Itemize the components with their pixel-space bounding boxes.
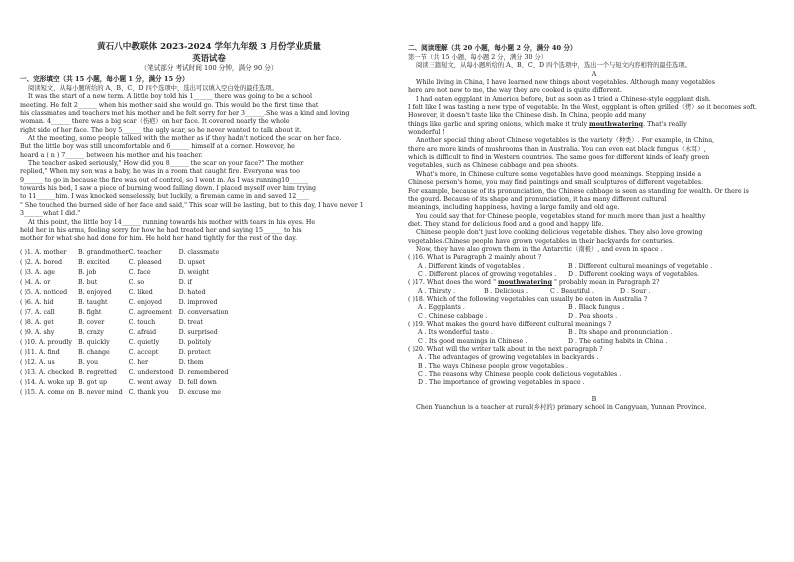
question-number-option-a: ( )7. A. call <box>20 308 55 316</box>
passage-line: his classmates and teachers met his mother and he felt sorry for her 3______.She was a kind and loving <box>20 110 350 118</box>
passage-b-label: B <box>591 395 597 403</box>
passage-line: It was the start of a new term. A little boy told his 1______ there was going to be a school <box>28 93 312 101</box>
option-cell: B. change <box>78 349 110 356</box>
passage-line: towards his bed, I saw a piece of burning wood falling down. I placed myself over him trying <box>20 185 317 193</box>
option-cell: D. upset <box>178 258 206 266</box>
option-cell: D. politely <box>178 338 212 346</box>
passage-a-label: A <box>591 70 597 78</box>
passage-line: right side of her face. The boy 5______ the ugly scar, so he never wanted to talk about it. <box>20 126 302 134</box>
question-number-option-a: ( )6. A. hid <box>20 298 54 306</box>
passage-line: At the meeting, some people talked with the mother as if they hadn't noticed the scar on her face. <box>28 135 342 143</box>
option-row <box>20 378 229 388</box>
answer-option: A . Its wonderful taste . <box>418 329 493 337</box>
option-cell: B. enjoyed <box>78 288 112 296</box>
passage-line: meeting. He felt 2______ when his mother said she would go. This would be the first time that <box>20 101 319 109</box>
exam-meta: （笔试部分 考试时间 100 分钟，满分 90 分） <box>140 64 278 72</box>
answer-option: B . Black fungus . <box>568 304 625 312</box>
option-cell: D. them <box>178 359 204 367</box>
passage-line: held her in his arms, feeling sorry for how he had treated her and saying 15______ to his <box>20 226 302 234</box>
question-stem: ( )20. What will the writer talk about in the next paragraph ? <box>408 346 603 354</box>
passage-a <box>408 79 780 254</box>
answer-options-row <box>408 371 780 379</box>
question-number-option-a: ( )14. A. woke up <box>20 379 75 387</box>
answer-option: B . The ways Chinese people grow vegetables . <box>418 362 569 370</box>
reading-questions <box>408 254 780 388</box>
passage-line: diet. They stand for delicious food and a good and happy life. <box>408 220 604 228</box>
option-cell: D. treat <box>178 318 203 326</box>
option-cell: C. face <box>128 268 151 276</box>
option-cell: D. remembered <box>178 369 229 377</box>
option-cell: D. conversation <box>178 308 229 316</box>
option-row <box>20 348 229 358</box>
answer-option: C . Different places of growing vegetables . <box>418 270 557 278</box>
passage-line: " She touched the burned side of her face and said," This scar will be lasting, but to this day, I have never 1 <box>20 201 364 209</box>
question-number-option-a: ( )11. A. find <box>20 349 60 356</box>
passage-line: wonderful ! <box>408 129 445 137</box>
passage-line: Another special thing about Chinese vegetables is the variety（种类）. For example, in China, <box>416 137 715 145</box>
question-number-option-a: ( )12. A. us <box>20 359 55 367</box>
option-cell: B. job <box>78 268 97 276</box>
answer-option: A . The advantages of growing vegetables in backyards . <box>418 354 599 362</box>
passage-line: which is difficult to find in Western countries. The same goes for different kinds of leafy green <box>408 154 710 162</box>
question-stem: ( )17. What does the word " mouthwatering " probably mean in Paragraph 2? <box>408 279 660 287</box>
answer-option: A . Thirsty . <box>418 287 456 295</box>
answer-option: A . Different kinds of vegetables . <box>418 262 525 270</box>
question-stem: ( )19. What makes the gourd have different cultural meanings ? <box>408 321 612 328</box>
question-number-option-a: ( )2. A. bored <box>20 258 63 266</box>
question-number-option-a: ( )5. A. noticed <box>20 288 68 296</box>
cloze-options-table <box>20 248 229 399</box>
exam-title: 黄石八中教联体 2023-2024 学年九年级 3 月份学业质量 <box>96 42 322 52</box>
passage-line: things like garlic and spring onions, which make it truly mouthwatering. That's really <box>408 120 687 128</box>
option-row <box>20 368 229 378</box>
passage-line: meanings, including happiness, having a large family and old age. <box>408 204 620 212</box>
question-number-option-a: ( )4. A. or <box>20 278 51 286</box>
option-cell: B. regretted <box>78 369 117 377</box>
answer-option: C . Beautiful . <box>550 287 594 295</box>
passage-line: mother for what she had done for him. He held her hand tightly for the rest of the day. <box>20 235 297 243</box>
passage-line: woman. 4______ there was a big scar（伤疤）on her face. It covered nearly the whole <box>20 118 290 126</box>
option-cell: B. grandmother <box>78 248 129 256</box>
option-row <box>20 388 229 398</box>
question-number-option-a: ( )10. A. proudly <box>20 338 72 346</box>
option-row <box>20 248 229 258</box>
option-cell: C. liked <box>128 288 153 296</box>
question-stem: ( )16. What is Paragraph 2 mainly about ? <box>408 254 542 262</box>
passage-line: While living in China, I have learned new things about vegetables. Although many vegetables <box>416 79 715 87</box>
passage-line: Chinese people don't just love cooking delicious vegetable dishes. They also love growing <box>416 229 703 237</box>
option-row <box>20 298 229 308</box>
option-row <box>20 328 229 338</box>
question-number-option-a: ( )1. A. mother <box>20 248 67 256</box>
right-column <box>408 42 780 412</box>
part1-heading: 第一节（共 15 小题，每小题 2 分，满分 30 分） <box>408 54 548 61</box>
answer-options-row <box>408 304 780 312</box>
answer-options-row <box>408 354 780 362</box>
answer-options-row <box>408 313 780 321</box>
answer-option: C . The reasons why Chinese people cook delicious vegetables . <box>418 371 622 379</box>
passage-line: vegetables, such as Chinese cabbage and pea shoots. <box>408 162 579 170</box>
passage-line: here are not new to me, the way they are cooked is quite different. <box>408 87 622 95</box>
passage-line: to 11______him. I was knocked senselessly, but luckily, a fireman came in and saved 12____ <box>20 193 309 201</box>
option-cell: B. taught <box>78 298 108 306</box>
question-stem: ( )18. Which of the following vegetables can usually be eaten in Australia ? <box>408 295 648 303</box>
option-row <box>20 338 229 348</box>
option-cell: C. accept <box>128 349 159 356</box>
option-cell: B. fight <box>78 308 102 316</box>
question-number-option-a: ( )3. A. age <box>20 268 55 276</box>
passage-line: For example, because of its pronunciation, the Chinese cabbage is seen as standing for wealth. Or there is <box>408 187 749 195</box>
exam-subtitle: 英语试卷 <box>192 53 226 63</box>
answer-option: D . The importance of growing vegetables in space . <box>418 379 585 387</box>
answer-option: B . Its shape and pronunciation . <box>568 329 673 337</box>
option-cell: B. got up <box>78 379 108 387</box>
cloze-passage <box>20 93 398 243</box>
passage-line: Now, they have also grown them in the Antarctic（南极）, and even in space . <box>416 245 663 253</box>
option-cell: B. cover <box>78 318 105 326</box>
answer-option: C . Chinese cabbage . <box>418 312 488 320</box>
option-cell: C. agreement <box>128 308 172 316</box>
question-number-option-a: ( )8. A. get <box>20 318 54 326</box>
answer-options-row <box>408 263 780 271</box>
answer-option: D . Different cooking ways of vegetables. <box>568 270 700 278</box>
passage-line: Chinese person's home, you may find paintings and small sculptures of different vegetables. <box>408 179 703 187</box>
option-cell: B. never mind <box>78 389 123 397</box>
option-cell: D. hated <box>178 288 206 296</box>
option-row <box>20 318 229 328</box>
passage-line: What's more, in Chinese culture some vegetables have good meanings. Stepping inside a <box>416 170 702 178</box>
section1-instructions: 阅读短文，从每小题所给的 A、B、C、D 四个选项中，选出可以填入空白处的最佳选项。 <box>28 85 278 92</box>
left-column <box>20 42 398 398</box>
option-cell: D. fell down <box>178 379 217 387</box>
question-number-option-a: ( )13. A. checked <box>20 369 74 377</box>
option-row <box>20 308 229 318</box>
answer-option: B . Delicious . <box>484 287 529 295</box>
option-cell: D. improved <box>178 298 218 306</box>
question-number-option-a: ( )15. A. come on <box>20 389 75 397</box>
section1-heading: 一、完形填空（共 15 小题，每小题 1 分，满分 15 分） <box>20 75 189 83</box>
section2-heading: 二、阅读理解（共 20 小题，每小题 2 分，满分 40 分） <box>408 44 577 52</box>
answer-options-row <box>408 338 780 346</box>
option-cell: C. understood <box>128 369 174 377</box>
option-cell: D. weight <box>178 268 210 276</box>
option-cell: C. teacher <box>128 248 162 256</box>
passage-line: But the little boy was still uncomfortable and 6______ himself at a corner. However, he <box>20 143 295 151</box>
option-cell: B. quickly <box>78 338 110 346</box>
passage-line: However, it doesn't taste like the Chinese dish. In China, people add many <box>408 112 646 120</box>
option-cell: D. classmate <box>178 248 220 256</box>
answer-option: D . The eating habits in China . <box>568 337 668 345</box>
option-cell: C. enjoyed <box>128 298 163 306</box>
passage-line: there are more kinds of mushrooms than in Australia. You can even eat black fungus（木耳）, <box>408 145 706 153</box>
answer-options-row <box>408 271 780 279</box>
option-cell: D. excuse me <box>178 389 221 397</box>
passage-b-first-line: Chen Yuanchun is a teacher at rural(乡村的) primary school in Cangyuan, Yunnan Province. <box>416 404 707 412</box>
option-cell: B. but <box>78 278 98 286</box>
option-cell: C. her <box>128 359 148 367</box>
passage-line: replied," When my son was a baby, he was in a room that caught fire. Everyone was too <box>20 168 300 176</box>
option-cell: B. crazy <box>78 328 104 336</box>
passage-line: I had eaten eggplant in America before, but as soon as I tried a Chinese-style eggplant dish. <box>416 95 711 103</box>
question-number-option-a: ( )9. A. shy <box>20 328 55 336</box>
passage-line: 9______ to go in because the fire was out of control, so I went in. As I was running10______ <box>20 176 309 184</box>
option-cell: D. surprised <box>178 328 218 336</box>
option-cell: C. so <box>128 278 145 286</box>
answer-option: D . Pea shoots . <box>568 312 618 320</box>
passage-line: At this point, the little boy 14______ running towards his mother with tears in his eyes. He <box>28 218 316 226</box>
option-row <box>20 278 229 288</box>
answer-options-row <box>408 379 780 387</box>
passage-line: vegetables.Chinese people have grown vegetables in their backyards for centuries. <box>408 237 675 245</box>
answer-option: D . Sour . <box>620 287 651 295</box>
option-cell: C. went away <box>128 379 172 387</box>
option-cell: C. touch <box>128 318 156 326</box>
option-row <box>20 358 229 368</box>
option-row <box>20 288 229 298</box>
option-cell: C. quietly <box>128 338 160 346</box>
option-cell: D. protect <box>178 349 211 356</box>
option-cell: C. pleased <box>128 258 162 266</box>
option-cell: C. thank you <box>128 389 169 397</box>
answer-option: B . Different cultural meanings of vegetable . <box>568 262 713 270</box>
answer-options-row <box>408 329 780 337</box>
option-cell: B. you <box>78 359 99 367</box>
answer-options-row <box>408 363 780 371</box>
passage-line: You could say that for Chinese people, vegetables stand for much more than just a healthy <box>416 212 706 220</box>
answer-option: A . Eggplants . <box>418 304 465 312</box>
answer-option: C . Its good meanings in Chinese . <box>418 337 528 345</box>
option-row <box>20 258 229 268</box>
option-cell: D. if <box>178 278 192 286</box>
passage-line: 3______what I did." <box>20 210 81 218</box>
passage-line: I felt like I was tasting a new type of vegetable. In the West, eggplant is often grilled（烤）so it becomes soft. <box>408 104 758 112</box>
passage-line: The teacher asked seriously," How did you 8______ the scar on your face?" The mother <box>28 160 304 168</box>
section2-instructions: 阅读三篇短文，从每小题所给的 A、B、C、D 四个选项中，选出一个与短文内容相符的最佳选项。 <box>416 62 691 70</box>
passage-line: heard a ( n ) 7______ between his mother and his teacher. <box>20 151 203 159</box>
option-cell: C. afraid <box>128 328 157 336</box>
answer-options-row <box>408 288 780 296</box>
passage-line: the gourd. Because of its shape and pronunciation, it has many different cultural <box>408 195 667 203</box>
option-cell: B. excited <box>78 258 110 266</box>
option-row <box>20 268 229 278</box>
